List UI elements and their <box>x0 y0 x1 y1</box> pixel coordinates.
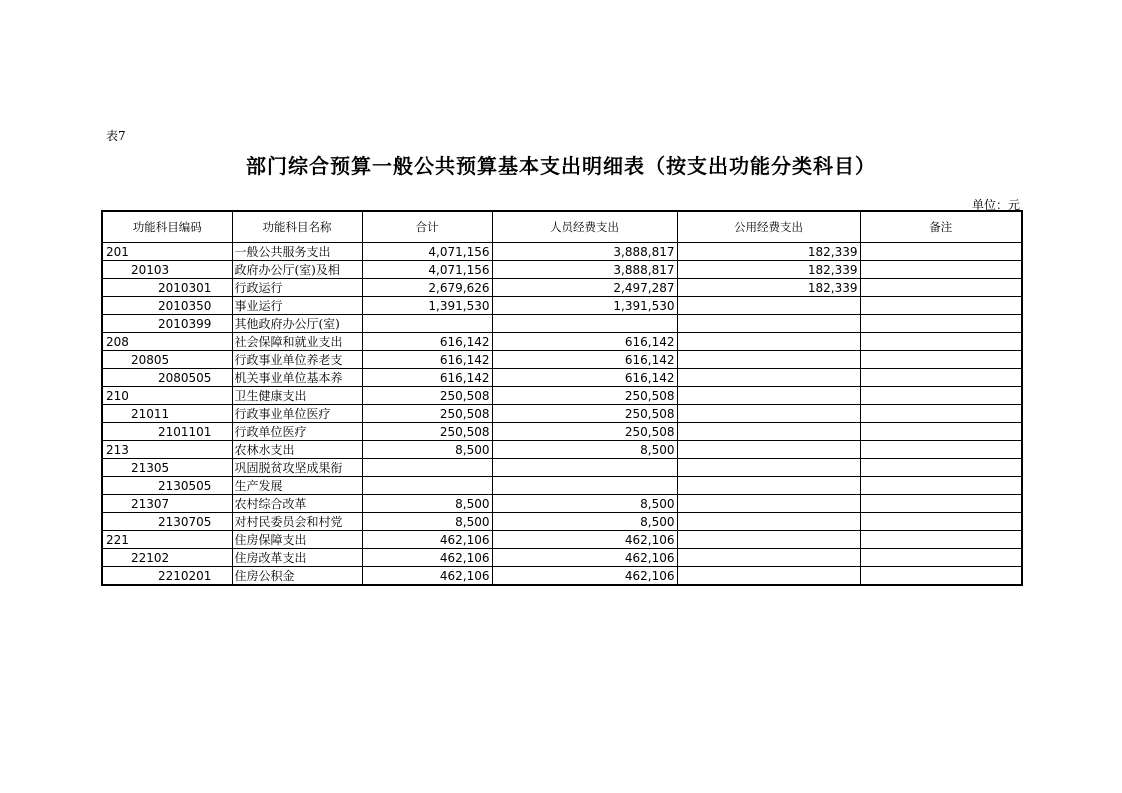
cell-public <box>677 315 860 333</box>
cell-code: 2101101 <box>102 423 232 441</box>
cell-total: 462,106 <box>362 567 492 586</box>
cell-public <box>677 441 860 459</box>
cell-public: 182,339 <box>677 261 860 279</box>
table-row <box>102 387 1022 405</box>
cell-public <box>677 333 860 351</box>
table-row <box>102 495 1022 513</box>
cell-personnel: 2,497,287 <box>492 279 677 297</box>
cell-personnel: 1,391,530 <box>492 297 677 315</box>
cell-code: 201 <box>102 243 232 261</box>
cell-code: 2010350 <box>102 297 232 315</box>
cell-personnel <box>492 459 677 477</box>
cell-code: 2010301 <box>102 279 232 297</box>
cell-total: 1,391,530 <box>362 297 492 315</box>
cell-name: 住房保障支出 <box>232 531 362 549</box>
cell-code: 2130705 <box>102 513 232 531</box>
cell-code: 2080505 <box>102 369 232 387</box>
cell-name: 生产发展 <box>232 477 362 495</box>
cell-personnel: 8,500 <box>492 441 677 459</box>
cell-code: 21307 <box>102 495 232 513</box>
table-row <box>102 315 1022 333</box>
cell-code: 2210201 <box>102 567 232 586</box>
cell-total: 616,142 <box>362 369 492 387</box>
cell-code: 208 <box>102 333 232 351</box>
cell-code: 210 <box>102 387 232 405</box>
cell-name: 社会保障和就业支出 <box>232 333 362 351</box>
cell-total: 462,106 <box>362 549 492 567</box>
cell-total: 616,142 <box>362 333 492 351</box>
cell-note <box>860 369 1022 387</box>
cell-public <box>677 513 860 531</box>
table-row <box>102 459 1022 477</box>
cell-name: 住房改革支出 <box>232 549 362 567</box>
table-row <box>102 423 1022 441</box>
cell-code: 2010399 <box>102 315 232 333</box>
cell-personnel: 462,106 <box>492 567 677 586</box>
cell-name: 巩固脱贫攻坚成果衔 <box>232 459 362 477</box>
column-header-public: 公用经费支出 <box>677 211 860 243</box>
cell-code: 20805 <box>102 351 232 369</box>
table-row <box>102 567 1022 586</box>
cell-total <box>362 477 492 495</box>
column-header-name: 功能科目名称 <box>232 211 362 243</box>
cell-name: 行政单位医疗 <box>232 423 362 441</box>
cell-public <box>677 297 860 315</box>
cell-personnel: 3,888,817 <box>492 261 677 279</box>
cell-public <box>677 531 860 549</box>
cell-total: 8,500 <box>362 495 492 513</box>
cell-note <box>860 567 1022 586</box>
cell-public: 182,339 <box>677 243 860 261</box>
cell-total: 250,508 <box>362 387 492 405</box>
cell-personnel: 250,508 <box>492 405 677 423</box>
cell-name: 农林水支出 <box>232 441 362 459</box>
cell-total: 250,508 <box>362 405 492 423</box>
column-header-total: 合计 <box>362 211 492 243</box>
cell-note <box>860 297 1022 315</box>
table-row <box>102 531 1022 549</box>
cell-total: 250,508 <box>362 423 492 441</box>
cell-public <box>677 351 860 369</box>
cell-personnel: 616,142 <box>492 369 677 387</box>
cell-public <box>677 369 860 387</box>
table-number-label: 表7 <box>106 129 126 143</box>
cell-personnel <box>492 477 677 495</box>
cell-note <box>860 549 1022 567</box>
table-row <box>102 333 1022 351</box>
cell-name: 行政事业单位医疗 <box>232 405 362 423</box>
cell-total: 616,142 <box>362 351 492 369</box>
column-header-personnel: 人员经费支出 <box>492 211 677 243</box>
cell-total: 8,500 <box>362 513 492 531</box>
cell-personnel: 616,142 <box>492 333 677 351</box>
table-row <box>102 549 1022 567</box>
table-row <box>102 351 1022 369</box>
page-title: 部门综合预算一般公共预算基本支出明细表（按支出功能分类科目） <box>246 154 876 178</box>
cell-note <box>860 261 1022 279</box>
cell-name: 其他政府办公厅(室) <box>232 315 362 333</box>
cell-note <box>860 477 1022 495</box>
cell-total: 2,679,626 <box>362 279 492 297</box>
cell-personnel <box>492 315 677 333</box>
table-row <box>102 513 1022 531</box>
table-row <box>102 477 1022 495</box>
cell-total: 8,500 <box>362 441 492 459</box>
table-row <box>102 369 1022 387</box>
table-row <box>102 261 1022 279</box>
cell-total <box>362 459 492 477</box>
cell-public <box>677 477 860 495</box>
column-header-note: 备注 <box>860 211 1022 243</box>
cell-note <box>860 351 1022 369</box>
cell-note <box>860 441 1022 459</box>
cell-note <box>860 333 1022 351</box>
cell-public <box>677 549 860 567</box>
cell-personnel: 250,508 <box>492 387 677 405</box>
cell-note <box>860 387 1022 405</box>
cell-public: 182,339 <box>677 279 860 297</box>
cell-code: 2130505 <box>102 477 232 495</box>
cell-total: 462,106 <box>362 531 492 549</box>
cell-note <box>860 531 1022 549</box>
table-header-row <box>102 211 1022 243</box>
cell-code: 213 <box>102 441 232 459</box>
cell-note <box>860 423 1022 441</box>
cell-code: 22102 <box>102 549 232 567</box>
table-row <box>102 279 1022 297</box>
cell-name: 机关事业单位基本养 <box>232 369 362 387</box>
cell-name: 政府办公厅(室)及相 <box>232 261 362 279</box>
cell-name: 事业运行 <box>232 297 362 315</box>
cell-public <box>677 387 860 405</box>
cell-code: 21305 <box>102 459 232 477</box>
cell-note <box>860 279 1022 297</box>
budget-detail-table <box>101 210 1023 586</box>
cell-public <box>677 459 860 477</box>
cell-public <box>677 405 860 423</box>
cell-personnel: 3,888,817 <box>492 243 677 261</box>
cell-name: 对村民委员会和村党 <box>232 513 362 531</box>
cell-code: 20103 <box>102 261 232 279</box>
unit-label: 单位：元 <box>971 198 1020 212</box>
cell-name: 卫生健康支出 <box>232 387 362 405</box>
column-header-code: 功能科目编码 <box>102 211 232 243</box>
cell-name: 住房公积金 <box>232 567 362 586</box>
cell-personnel: 8,500 <box>492 513 677 531</box>
cell-note <box>860 315 1022 333</box>
cell-name: 行政运行 <box>232 279 362 297</box>
cell-personnel: 462,106 <box>492 531 677 549</box>
table-row <box>102 441 1022 459</box>
cell-note <box>860 243 1022 261</box>
cell-note <box>860 459 1022 477</box>
cell-note <box>860 495 1022 513</box>
table-row <box>102 405 1022 423</box>
cell-code: 21011 <box>102 405 232 423</box>
cell-name: 一般公共服务支出 <box>232 243 362 261</box>
cell-public <box>677 495 860 513</box>
cell-name: 行政事业单位养老支 <box>232 351 362 369</box>
cell-note <box>860 405 1022 423</box>
cell-personnel: 616,142 <box>492 351 677 369</box>
cell-name: 农村综合改革 <box>232 495 362 513</box>
cell-total: 4,071,156 <box>362 261 492 279</box>
cell-code: 221 <box>102 531 232 549</box>
cell-personnel: 8,500 <box>492 495 677 513</box>
table-body <box>102 243 1022 586</box>
table-row <box>102 297 1022 315</box>
cell-personnel: 250,508 <box>492 423 677 441</box>
cell-total: 4,071,156 <box>362 243 492 261</box>
cell-personnel: 462,106 <box>492 549 677 567</box>
cell-total <box>362 315 492 333</box>
cell-note <box>860 513 1022 531</box>
table-row <box>102 243 1022 261</box>
cell-public <box>677 423 860 441</box>
cell-public <box>677 567 860 586</box>
